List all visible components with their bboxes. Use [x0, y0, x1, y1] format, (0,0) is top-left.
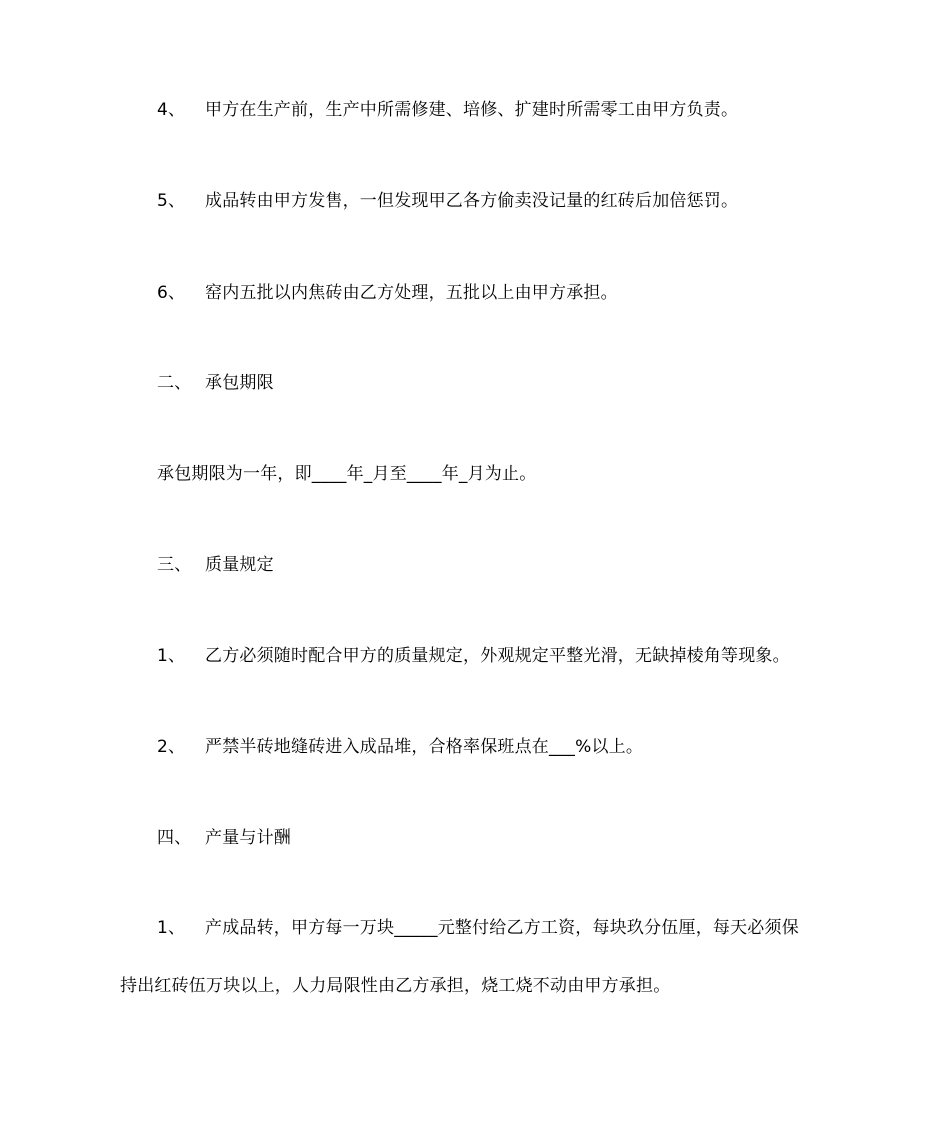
clause-number: 6、: [157, 283, 186, 303]
section-number: 二、: [157, 373, 192, 393]
clause-number: 4、: [157, 100, 186, 120]
clause-number: 1、: [157, 918, 186, 938]
clause-number: 2、: [157, 737, 186, 757]
clause-number: 5、: [157, 191, 186, 211]
section-title: 承包期限: [205, 373, 274, 393]
clause-text: 成品转由甲方发售，一但发现甲乙各方偷卖没记量的红砖后加倍惩罚。: [205, 191, 739, 211]
section-title: 产量与计酬: [205, 828, 291, 848]
section-number: 四、: [157, 828, 192, 848]
clause-text: 乙方必须随时配合甲方的质量规定，外观规定平整光滑，无缺掉棱角等现象。: [205, 646, 790, 666]
clause-number: 1、: [157, 646, 186, 666]
clause-text: 窑内五批以内焦砖由乙方处理，五批以上由甲方承担。: [205, 283, 618, 303]
clause-text-continuation: 持出红砖伍万块以上，人力局限性由乙方承担，烧工烧不动由甲方承担。: [120, 976, 671, 996]
clause-text: 甲方在生产前，生产中所需修建、培修、扩建时所需零工由甲方负责。: [205, 100, 739, 120]
clause-text: 严禁半砖地缝砖进入成品堆，合格率保班点在___%以上。: [205, 737, 644, 757]
section-title: 质量规定: [205, 555, 274, 575]
clause-text: 产成品转，甲方每一万块_____元整付给乙方工资，每块玖分伍厘，每天必须保: [205, 918, 799, 938]
section-number: 三、: [157, 555, 192, 575]
paragraph-text: 承包期限为一年，即____年_月至____年_月为止。: [157, 464, 537, 484]
